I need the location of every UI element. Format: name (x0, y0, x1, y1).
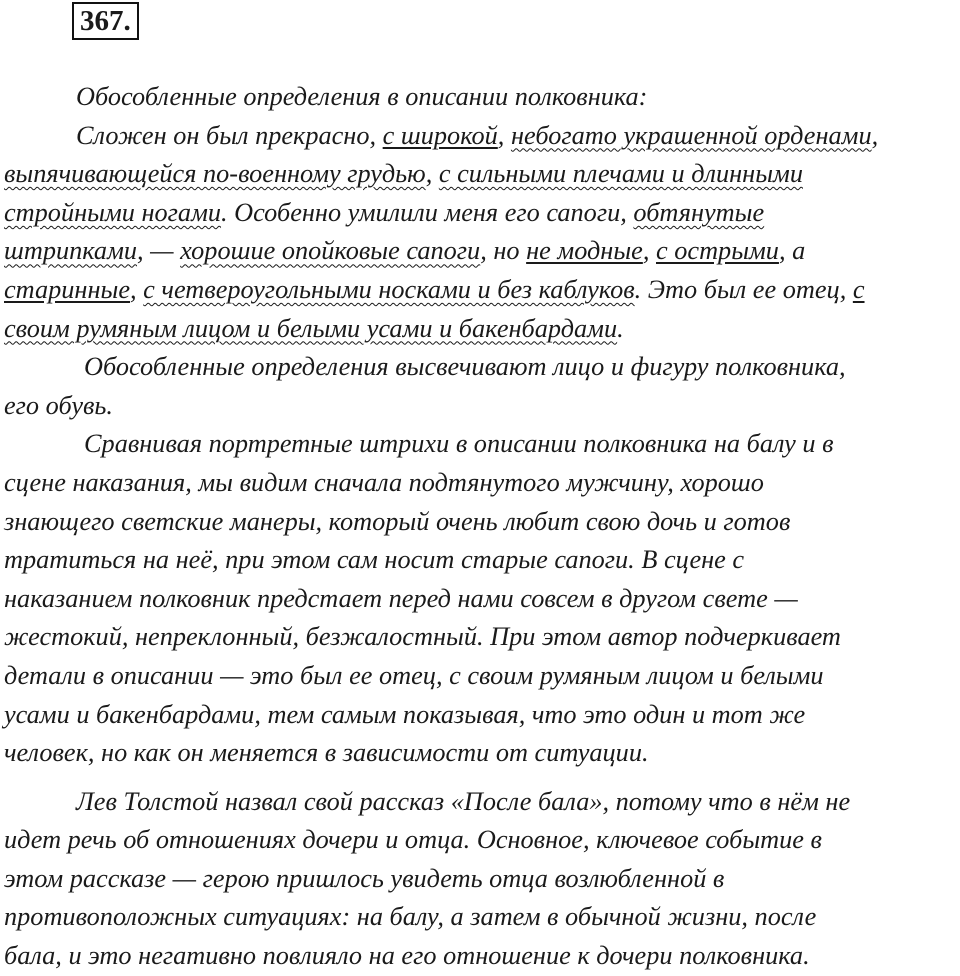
underlined-definition: выпячивающейся по-военному грудью (4, 159, 426, 189)
text: этом рассказе — герою пришлось увидеть отца возлюбленной в (4, 863, 725, 893)
text: , (130, 274, 144, 304)
text: , а (778, 236, 806, 266)
underlined-definition: с (852, 274, 865, 304)
text: его обувь. (4, 390, 113, 420)
text: . (617, 313, 624, 343)
underlined-definition: не модные (526, 236, 643, 266)
text-line (4, 937, 960, 976)
text-line (4, 117, 960, 156)
text: сцене наказания, мы видим сначала подтянутого мужчину, хорошо (4, 467, 764, 497)
text: детали в описании — это был ее отец, с своим румяным лицом и белыми (4, 660, 824, 690)
text-line (4, 155, 960, 194)
text-line (4, 860, 960, 899)
underlined-definition: стройными ногами (4, 197, 222, 227)
text-line (4, 271, 960, 310)
text-line (4, 821, 960, 860)
text: . Это был ее отец, (634, 274, 853, 304)
underlined-definition: с широкой (382, 120, 498, 150)
text: Обособленные определения в описании полковника: (76, 82, 648, 111)
underlined-definition: штрипками (4, 236, 138, 266)
text: , (871, 120, 879, 150)
document-body (4, 78, 960, 976)
text: усами и бакенбардами, тем самым показывая, что это один и тот же (4, 699, 806, 729)
underlined-definition: хорошие опойковые сапоги (180, 236, 481, 266)
task-number: 367. (72, 2, 139, 40)
text-line (4, 580, 960, 619)
text-line (4, 348, 960, 387)
underlined-definition: с четвероугольными носками и без каблуков (143, 274, 635, 304)
text: наказанием полковник предстает перед нами совсем в другом свете — (4, 583, 798, 613)
text-line (4, 194, 960, 233)
text: , — (137, 236, 181, 266)
text: Сложен он был прекрасно, (76, 120, 383, 150)
text: . Особенно умилили меня его сапоги, (221, 197, 634, 227)
text: идет речь об отношениях дочери и отца. Основное, ключевое событие в (4, 825, 822, 855)
paragraph-gap (4, 773, 960, 783)
text-line (4, 541, 960, 580)
text-line (4, 310, 960, 349)
underlined-definition: своим румяным лицом и белыми усами и бакенбардами (4, 313, 618, 343)
underlined-definition: с острыми (656, 236, 779, 266)
text-line (4, 783, 960, 822)
text-line (4, 618, 960, 657)
text-line (4, 696, 960, 735)
underlined-definition: небогато украшенной орденами (510, 120, 872, 150)
text: Обособленные определения высвечивают лицо и фигуру полковника, (84, 352, 846, 382)
text: противоположных ситуациях: на балу, а затем в обычной жизни, после (4, 902, 817, 932)
text-line (4, 734, 960, 773)
text-line (4, 232, 960, 271)
text: , (425, 159, 439, 189)
text: человек, но как он меняется в зависимости от ситуации. (4, 738, 649, 768)
text: , но (480, 236, 527, 266)
text-line (4, 78, 960, 117)
text-line (4, 503, 960, 542)
text: Лев Толстой назвал свой рассказ «После бала», потому что в нём не (76, 786, 851, 816)
text: жестокий, непреклонный, безжалостный. При этом автор подчеркивает (4, 622, 841, 652)
underlined-definition: обтянутые (633, 197, 765, 227)
text-line (4, 387, 960, 426)
underlined-definition: старинные (4, 274, 131, 304)
text: бала, и это негативно повлияло на его отношение к дочери полковника. (4, 941, 810, 971)
text: , (497, 120, 511, 150)
text-line (4, 464, 960, 503)
text-line (4, 898, 960, 937)
text-line (4, 657, 960, 696)
text: Сравнивая портретные штрихи в описании полковника на балу и в (84, 429, 834, 459)
underlined-definition: с сильными плечами и длинными (438, 159, 803, 189)
text-line (4, 425, 960, 464)
text: знающего светские манеры, который очень любит свою дочь и готов (4, 506, 791, 536)
text: тратиться на неё, при этом сам носит старые сапоги. В сцене с (4, 545, 745, 575)
text: , (642, 236, 656, 266)
